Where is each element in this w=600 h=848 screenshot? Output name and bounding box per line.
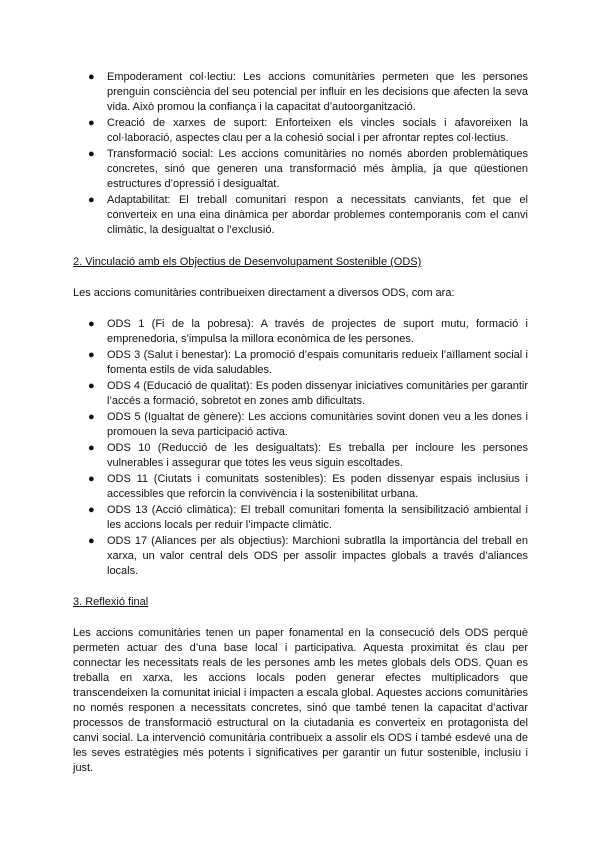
list-item	[73, 70, 528, 115]
list-item-text: ODS 17 (Aliances per als objectius): Marchioni subratlla la importància del treball en xarxa, un valor central dels ODS per assolir impactes globals a través d’aliances locals.	[107, 535, 528, 577]
bullet-icon: ●	[88, 148, 95, 160]
list-item	[73, 116, 528, 146]
section2-intro: Les accions comunitàries contribueixen directament a diversos ODS, com ara:	[73, 287, 455, 299]
bullet-icon: ●	[88, 411, 95, 423]
list-item-text: ODS 5 (Igualtat de gènere): Les accions comunitàries sovint donen veu a les dones i promouen la seva participació activa.	[107, 411, 528, 438]
list-item-text: ODS 3 (Salut i benestar): La promoció d’espais comunitaris redueix l’aïllament social i fomenta estils de vida saludables.	[107, 349, 528, 376]
section2-bullet-list	[73, 317, 528, 579]
section1-bullet-list	[73, 70, 528, 238]
bullet-icon: ●	[88, 380, 95, 392]
list-item-text: ODS 10 (Reducció de les desigualtats): Es treballa per incloure les persones vulnerables i assegurar que totes les veus siguin escoltades.	[107, 442, 528, 469]
list-item	[73, 379, 528, 409]
list-item-text: Empoderament col·lectiu: Les accions comunitàries permeten que les persones prenguin consciència del seu potencial per influir en les decisions que afecten la seva vida. Això promou la confiança i la capacitat d’autoorganització.	[107, 71, 528, 113]
list-item	[73, 534, 528, 579]
section3-paragraph: Les accions comunitàries tenen un paper fonamental en la consecució dels ODS perquè permeten actuar des d’una base local i participativa. Aquesta proximitat és clau per connectar les necessitats reals de les persones amb les metes globals dels ODS. Quan es treballa en xarxa, les accions locals poden generar efectes multiplicadors que transcendeixen la comunitat inicial i impacten a escala global. Aquestes accions comunitàries no només responen a necessitats concretes, sinó que també tenen la capacitat d’activar processos de transformació estructural on la ciutadania es converteix en protagonista del canvi social. La intervenció comunitària contribueix a assolir els ODS i també esdevé una de les seves estratègies més potents i significatives per garantir un futur sostenible, inclusiu i just.	[73, 627, 528, 774]
bullet-icon: ●	[88, 117, 95, 129]
list-item-text: ODS 4 (Educació de qualitat): Es poden dissenyar iniciatives comunitàries per garantir l’accés a formació, sobretot en zones amb dificultats.	[107, 380, 528, 407]
list-item-text: ODS 13 (Acció climàtica): El treball comunitari fomenta la sensibilització ambiental i les accions locals per reduir l’impacte climàtic.	[107, 504, 528, 531]
section3-heading: 3. Reflexió final	[73, 596, 149, 608]
list-item	[73, 472, 528, 502]
list-item-text: Transformació social: Les accions comunitàries no només aborden problemàtiques concretes, sinó que generen una transformació més àmplia, ja que qüestionen estructures d’opressió i desigualtat.	[107, 148, 528, 190]
list-item	[73, 317, 528, 347]
bullet-icon: ●	[88, 194, 95, 206]
bullet-icon: ●	[88, 71, 95, 83]
list-item	[73, 410, 528, 440]
list-item-text: ODS 11 (Ciutats i comunitats sostenibles): Es poden dissenyar espais inclusius i accessibles que reforcin la convivència i la sostenibilitat urbana.	[107, 473, 528, 500]
list-item	[73, 193, 528, 238]
document-content	[73, 70, 528, 776]
list-item	[73, 503, 528, 533]
list-item	[73, 348, 528, 378]
bullet-icon: ●	[88, 504, 95, 516]
list-item	[73, 441, 528, 471]
list-item	[73, 147, 528, 192]
bullet-icon: ●	[88, 318, 95, 330]
section2-heading: 2. Vinculació amb els Objectius de Desenvolupament Sostenible (ODS)	[73, 256, 422, 268]
bullet-icon: ●	[88, 349, 95, 361]
bullet-icon: ●	[88, 473, 95, 485]
list-item-text: ODS 1 (Fi de la pobresa): A través de projectes de suport mutu, formació i emprenedoria, s’impulsa la millora econòmica de les persones.	[107, 318, 528, 345]
bullet-icon: ●	[88, 442, 95, 454]
list-item-text: Adaptabilitat: El treball comunitari respon a necessitats canviants, fet que el converteix en una eina dinàmica per abordar problemes contemporanis com el canvi climàtic, la desigualtat o l’exclusió.	[107, 194, 528, 236]
list-item-text: Creació de xarxes de suport: Enforteixen els vincles socials i afavoreixen la col·laboració, aspectes clau per a la cohesió social i per afrontar reptes col·lectius.	[107, 117, 528, 144]
bullet-icon: ●	[88, 535, 95, 547]
